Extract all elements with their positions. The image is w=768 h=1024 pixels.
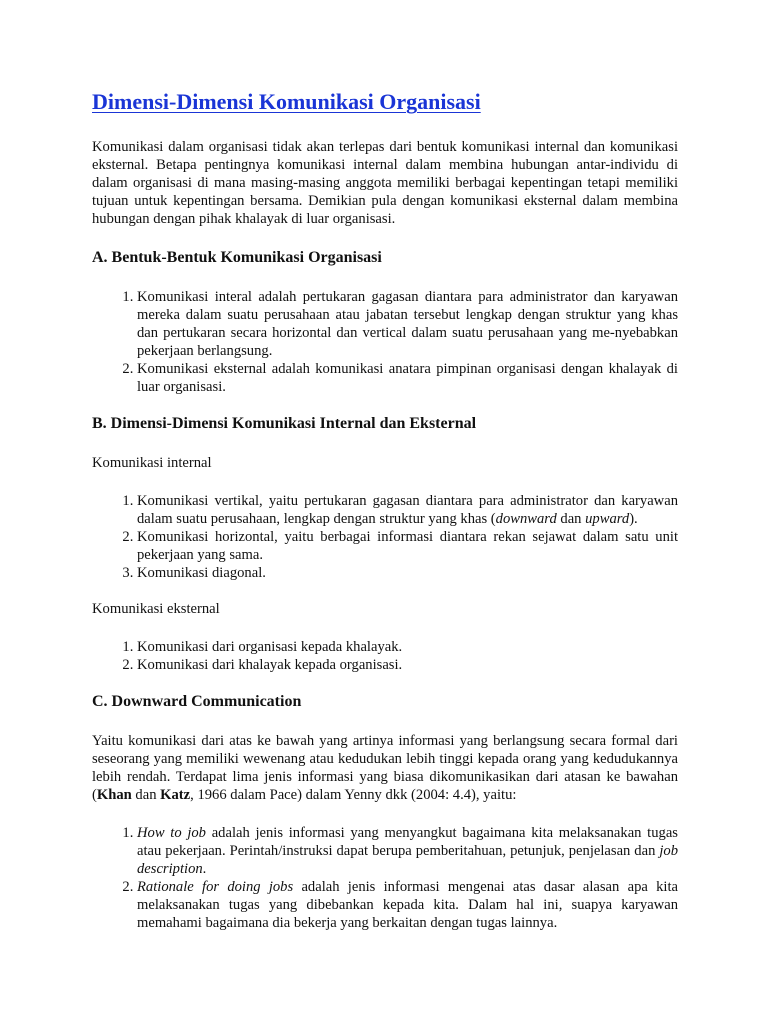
list-item: 1. Komunikasi dari organisasi kepada khalayak. <box>137 638 678 656</box>
para-text: Yaitu komunikasi dari atas ke bawah yang artinya informasi yang berlangsung secara formal dari seseorang yang memiliki wewenang atau kedudukan lebih tinggi kepada orang yang kedudukannya lebih rendah. Terdapat lima jenis informasi yang biasa dikomunikasikan dari atasan ke bawahan ( <box>92 733 678 803</box>
item-text: ). <box>629 511 638 527</box>
item-text: dan <box>556 511 586 527</box>
list-item <box>137 492 678 528</box>
external-label: Komunikasi eksternal <box>92 601 220 617</box>
section-c-paragraph <box>92 732 678 804</box>
item-emphasis: Rationale for doing jobs <box>137 879 294 895</box>
para-text: dan <box>131 787 161 803</box>
list-item: 2. Komunikasi dari khalayak kepada organisasi. <box>137 656 678 674</box>
para-bold: Khan <box>96 787 132 803</box>
item-text: Komunikasi vertikal, yaitu pertukaran gagasan diantara para administrator dan karyawan dalam suatu perusahaan, lengkap dengan struktur yang khas ( <box>137 493 678 527</box>
list-item: 2. Komunikasi horizontal, yaitu berbagai informasi diantara rekan sejawat dalam satu unit pekerjaan yang sama. <box>137 528 678 564</box>
section-c-heading: C. Downward Communication <box>92 693 302 710</box>
internal-list <box>92 492 678 582</box>
item-emphasis: downward <box>495 511 557 527</box>
section-c-list <box>92 824 678 932</box>
list-item: 2. Komunikasi eksternal adalah komunikasi anatara pimpinan organisasi dengan khalayak di luar organisasi. <box>137 360 678 396</box>
section-a-heading: A. Bentuk-Bentuk Komunikasi Organisasi <box>92 249 382 266</box>
document-title-link[interactable]: Dimensi-Dimensi Komunikasi Organisasi <box>92 89 481 114</box>
external-list <box>92 638 678 674</box>
item-emphasis: job description <box>137 843 678 877</box>
para-bold: Katz <box>160 787 191 803</box>
item-text: . <box>202 861 207 877</box>
item-text: adalah jenis informasi mengenai atas dasar alasan apa kita melaksanakan tugas yang dibebankan kepada kita. Dalam hal ini, suapya karyawan memahami bagaimana dia bekerja yang berkaitan dengan tugas lainnya. <box>137 879 679 931</box>
item-emphasis: How to job <box>137 825 206 841</box>
list-item <box>137 878 678 932</box>
list-item: 1. Komunikasi interal adalah pertukaran gagasan diantara para administrator dan karyawan mereka dalam suatu perusahaan atau jabatan tersebut lengkap dengan struktur yang khas dan pertukaran secara horizontal dan vertical dalam suatu perusahaan yang me-nyebabkan pekerjaan berlangsung. <box>137 288 678 360</box>
internal-label: Komunikasi internal <box>92 455 212 471</box>
para-text: , 1966 dalam Pace) dalam Yenny dkk (2004: 4.4), yaitu: <box>190 787 517 803</box>
section-a-list <box>92 288 678 396</box>
list-item <box>137 824 678 878</box>
intro-paragraph: Komunikasi dalam organisasi tidak akan terlepas dari bentuk komunikasi internal dan komunikasi eksternal. Betapa pentingnya komunikasi internal dalam membina hubungan antar-individu di dalam organisasi di mana masing-masing anggota memiliki berbagai kepentingan tetapi memiliki tujuan untuk kepentingan bersama. Demikian pula dengan komunikasi eksternal dalam membina hubungan dengan pihak khalayak di luar organisasi. <box>92 139 678 227</box>
section-b-heading: B. Dimensi-Dimensi Komunikasi Internal dan Eksternal <box>92 415 477 432</box>
item-emphasis: upward <box>585 511 630 527</box>
item-text: adalah jenis informasi yang menyangkut bagaimana kita melaksanakan tugas atau pekerjaan. Perintah/instruksi dapat berupa pemberitahuan, petunjuk, penjelasan dan <box>137 825 678 859</box>
list-item: 3. Komunikasi diagonal. <box>137 564 678 582</box>
